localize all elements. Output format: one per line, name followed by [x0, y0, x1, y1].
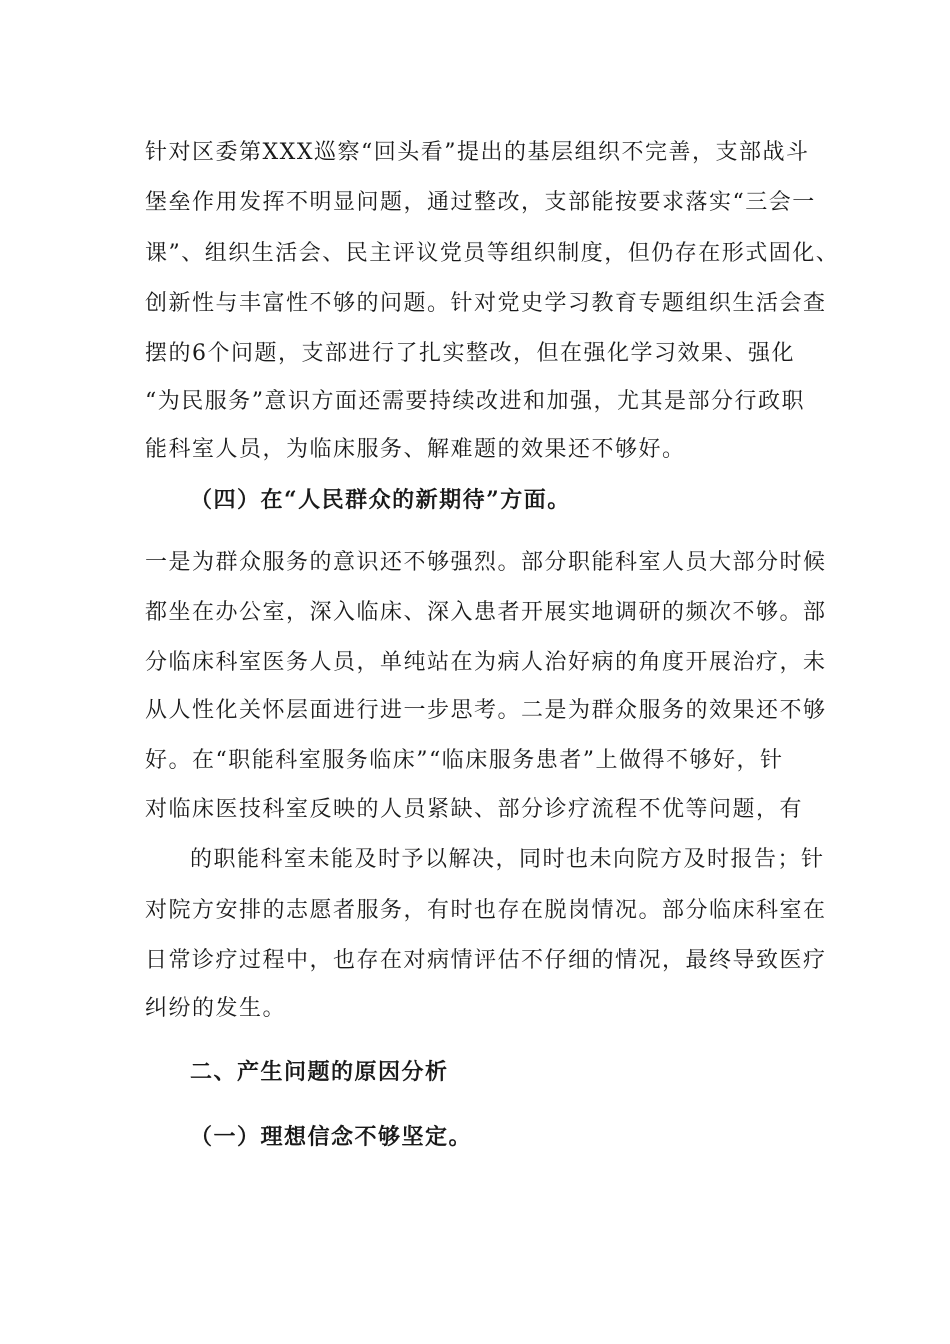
- section-heading-two: 二、产生问题的原因分析: [190, 1059, 449, 1085]
- para2-line: 一是为群众服务的意识还不够强烈。部分职能科室人员大部分时候: [145, 550, 827, 575]
- para2-line: 都坐在办公室，深入临床、深入患者开展实地调研的频次不够。部: [145, 600, 827, 625]
- para3-line: 对院方安排的志愿者服务，有时也存在脱岗情况。部分临床科室在: [145, 898, 827, 923]
- para1-line: 能科室人员，为临床服务、解难题的效果还不够好。: [145, 437, 686, 462]
- para3-line: 日常诊疗过程中，也存在对病情评估不仔细的情况，最终导致医疗: [145, 948, 827, 973]
- para1-line: 摆的6个问题，支部进行了扎实整改，但在强化学习效果、强化: [145, 341, 795, 366]
- para2-line: 分临床科室医务人员，单纯站在为病人治好病的角度开展治疗，未: [145, 650, 827, 675]
- para1-line: 针对区委第XXX巡察“回头看”提出的基层组织不完善，支部战斗: [145, 140, 810, 165]
- para1-line: 课”、组织生活会、民主评议党员等组织制度，但仍存在形式固化、: [145, 241, 840, 266]
- para1-line: “为民服务”意识方面还需要持续改进和加强，尤其是部分行政职: [145, 389, 805, 414]
- para3-line: 纠纷的发生。: [145, 996, 287, 1021]
- section-heading-four: （四）在“人民群众的新期待”方面。: [190, 487, 571, 513]
- para1-line: 堡垒作用发挥不明显问题，通过整改，支部能按要求落实“三会一: [145, 190, 816, 215]
- para2-line: 好。在“职能科室服务临床”“临床服务患者”上做得不够好，针: [145, 748, 784, 773]
- para2-line: 从人性化关怀层面进行进一步思考。二是为群众服务的效果还不够: [145, 698, 827, 723]
- para1-line: 创新性与丰富性不够的问题。针对党史学习教育专题组织生活会查: [145, 291, 827, 316]
- para3-line: 的职能科室未能及时予以解决，同时也未向院方及时报告；针: [190, 847, 825, 872]
- subsection-heading-one: （一）理想信念不够坚定。: [190, 1124, 473, 1150]
- para2-line: 对临床医技科室反映的人员紧缺、部分诊疗流程不优等问题，有: [145, 797, 804, 822]
